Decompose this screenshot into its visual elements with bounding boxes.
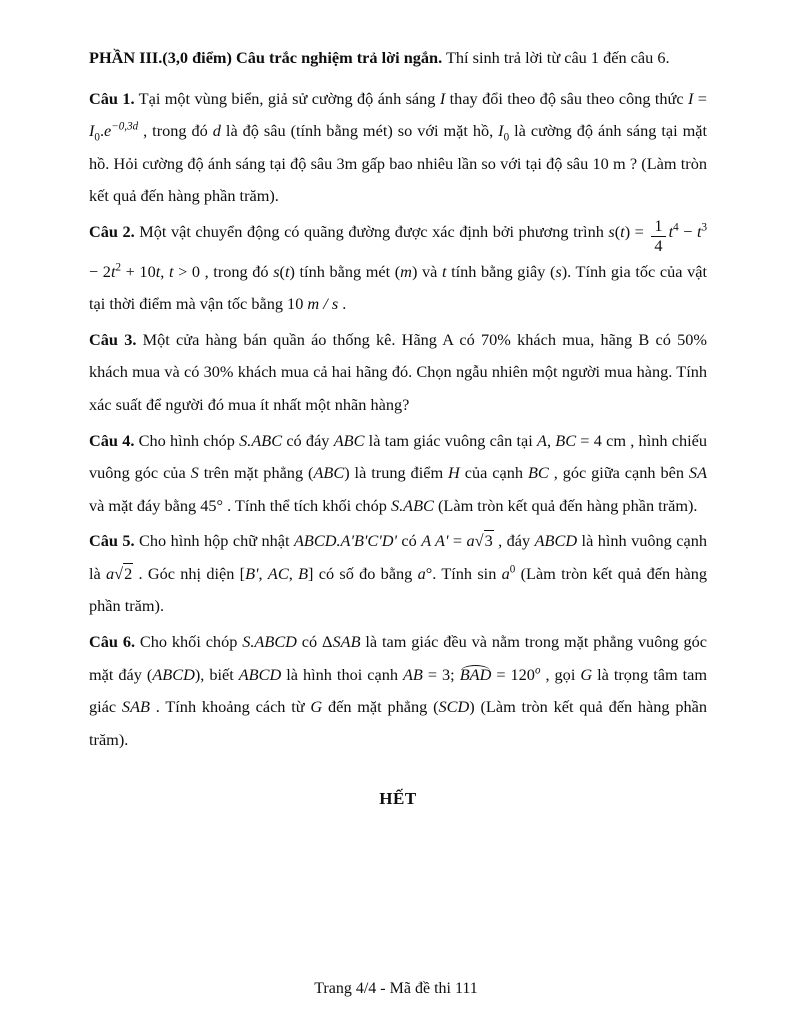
page-content [89,42,707,833]
question-4-label: Câu 4. [89,430,135,450]
section-heading-bold: PHẦN III.(3,0 điểm) Câu trắc nghiệm trả lời ngắn. [89,48,443,67]
question-1-label: Câu 1. [89,88,135,108]
question-4 [89,425,707,523]
question-2-text: Một vật chuyển động có quãng đường được xác định bởi phương trình s(t) = $\frac{1}{4}$ $t^4 - t^3 - 2t^2 + 10t$, t > 0 , trong đó s(t) tính bằng mét (m) và t tính bằng giây (s). Tính gia tốc của vật tại thời điểm mà vận tốc bằng 10 m / s . [89,216,708,314]
page-footer: Trang 4/4 - Mã đề thi 111 [314,979,478,997]
section-heading [89,42,707,75]
question-1 [89,83,707,213]
question-2-label: Câu 2. [89,221,135,241]
question-5 [89,525,707,623]
question-2 [89,216,707,321]
question-6-text: Cho khối chóp S.ABCD có ΔSAB là tam giác đều và nằm trong mặt phẳng vuông góc mặt đáy (ABCD), biết ABCD là hình thoi cạnh AB = 3; BAD = $120^o$ , gọi G là trọng tâm tam giác SAB . Tính khoảng cách từ G đến mặt phẳng (SCD) (Làm tròn kết quả đến hàng phần trăm). [89,632,708,749]
question-3-text: Một cửa hàng bán quần áo thống kê. Hãng A có 70% khách mua, hãng B có 50% khách mua và có 30% khách mua cả hai hãng đó. Chọn ngẫu nhiên một người mua hàng. Tính xác suất để người đó mua ít nhất một nhãn hàng? [89,329,707,414]
question-5-text: Cho hình hộp chữ nhật ABCD.A'B'C'D' có A A' = a√3 , đáy ABCD là hình vuông cạnh là a√2 . Góc nhị diện [B', AC, B] có số đo bằng a°. Tính $\sin a^0$ (Làm tròn kết quả đến hàng phần trăm). [89,531,708,616]
question-6 [89,626,707,756]
section-heading-normal: Thí sinh trả lời từ câu 1 đến câu 6. [442,48,670,67]
question-1-text: Tại một vùng biển, giả sử cường độ ánh sáng I thay đổi theo độ sâu theo công thức $I = I_0.e^{-0,3d}$ , trong đó d là độ sâu (tính bằng mét) so với mặt hồ, $I_0$ là cường độ ánh sáng tại mặt hồ. Hỏi cường độ ánh sáng tại độ sâu 3m gấp bao nhiêu lần so với tại độ sâu 10 m ? (Làm tròn kết quả đến hàng phần trăm). [89,88,707,206]
question-6-label: Câu 6. [89,632,136,652]
question-3-label: Câu 3. [89,329,137,349]
question-3 [89,324,707,422]
question-5-label: Câu 5. [89,531,135,551]
question-4-text: Cho hình chóp S.ABC có đáy ABC là tam giác vuông cân tại A, BC = 4 cm , hình chiếu vuông góc của S trên mặt phẳng (ABC) là trung điểm H của cạnh BC , góc giữa cạnh bên SA và mặt đáy bằng 45° . Tính thể tích khối chóp S.ABC (Làm tròn kết quả đến hàng phần trăm). [89,430,708,515]
end-marker: HẾT [379,789,417,809]
